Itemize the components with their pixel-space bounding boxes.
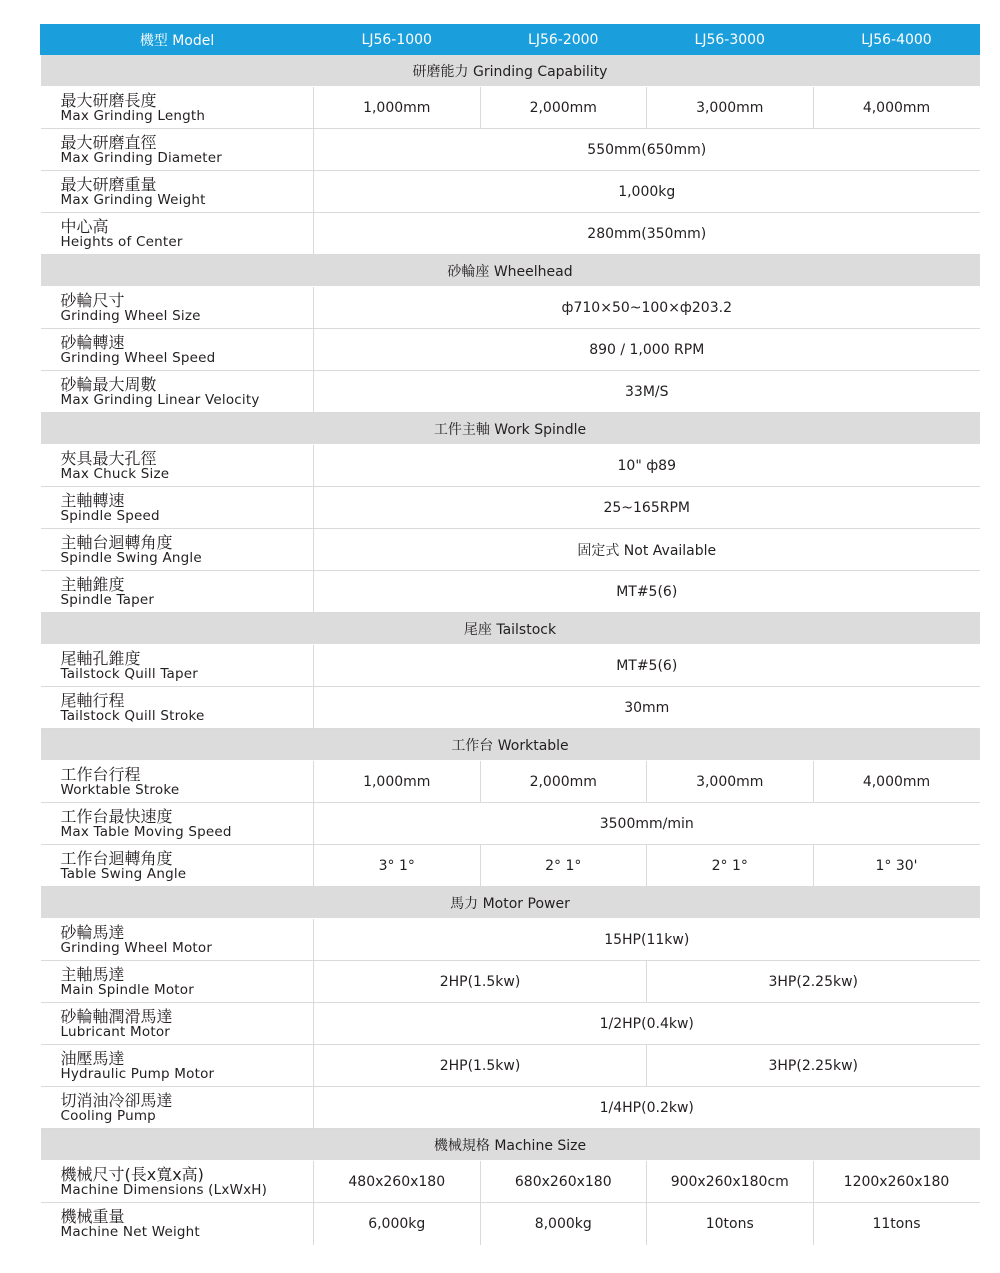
section-header — [41, 613, 980, 645]
spec-label — [41, 645, 314, 687]
spec-row — [41, 1203, 980, 1245]
spec-label — [41, 961, 314, 1003]
spec-label-en: Machine Dimensions (LxWxH) — [60, 1182, 268, 1198]
spec-row — [41, 1087, 980, 1129]
section-header — [41, 887, 980, 919]
spec-row — [41, 761, 980, 803]
spec-value: 10" ф89 — [314, 445, 980, 487]
spec-label-en: Table Swing Angle — [60, 866, 187, 882]
header-model-3: LJ56-3000 — [647, 24, 814, 55]
spec-value: 4,000mm — [813, 761, 980, 803]
spec-label-en: Spindle Speed — [60, 508, 160, 524]
spec-label-zh: 主軸錐度 — [60, 575, 125, 594]
spec-label-en: Lubricant Motor — [60, 1024, 171, 1040]
spec-label — [41, 845, 314, 887]
spec-value: 1,000mm — [314, 761, 481, 803]
spec-value: 680x260x180 — [480, 1161, 647, 1203]
spec-label-zh: 砂輪最大周數 — [60, 375, 157, 394]
spec-value: 3,000mm — [647, 87, 814, 129]
spec-label — [41, 171, 314, 213]
section-header — [41, 729, 980, 761]
spec-value: 3HP(2.25kw) — [647, 1045, 980, 1087]
spec-row — [41, 845, 980, 887]
spec-row — [41, 87, 980, 129]
spec-row — [41, 919, 980, 961]
spec-label — [41, 371, 314, 413]
spec-label-en: Grinding Wheel Motor — [60, 940, 213, 956]
spec-table — [40, 24, 980, 1245]
spec-value: 2° 1° — [480, 845, 647, 887]
spec-label-en: Grinding Wheel Size — [60, 308, 201, 324]
spec-label-en: Max Grinding Linear Velocity — [60, 392, 260, 408]
spec-value: 1200x260x180 — [813, 1161, 980, 1203]
spec-value: 280mm(350mm) — [314, 213, 980, 255]
section-title: 研磨能力 Grinding Capability — [41, 55, 980, 87]
spec-value: 固定式 Not Available — [314, 529, 980, 571]
spec-value: 890 / 1,000 RPM — [314, 329, 980, 371]
spec-value: 11tons — [813, 1203, 980, 1245]
spec-label-en: Max Grinding Weight — [60, 192, 206, 208]
spec-label-zh: 最大研磨直徑 — [60, 133, 157, 152]
spec-label-zh: 最大研磨長度 — [60, 91, 157, 110]
spec-table-container — [40, 24, 979, 1245]
spec-label-en: Main Spindle Motor — [60, 982, 194, 998]
spec-body — [41, 55, 980, 1245]
section-header — [41, 1129, 980, 1161]
section-header — [41, 55, 980, 87]
spec-label-zh: 夾具最大孔徑 — [60, 449, 157, 468]
spec-label — [41, 213, 314, 255]
spec-label-zh: 尾軸行程 — [60, 691, 125, 710]
spec-label — [41, 761, 314, 803]
spec-value: 2,000mm — [480, 87, 647, 129]
header-model-4: LJ56-4000 — [813, 24, 980, 55]
spec-row — [41, 645, 980, 687]
spec-label-zh: 主軸轉速 — [60, 491, 125, 510]
spec-row — [41, 171, 980, 213]
spec-label — [41, 803, 314, 845]
spec-value: 1/2HP(0.4kw) — [314, 1003, 980, 1045]
spec-label-en: Machine Net Weight — [60, 1224, 200, 1241]
spec-label — [41, 87, 314, 129]
spec-value: 480x260x180 — [314, 1161, 481, 1203]
spec-label-en: Max Grinding Length — [60, 108, 206, 124]
spec-label-zh: 最大研磨重量 — [60, 175, 157, 194]
spec-label — [41, 287, 314, 329]
spec-value: 2° 1° — [647, 845, 814, 887]
spec-row — [41, 1045, 980, 1087]
spec-value: 4,000mm — [813, 87, 980, 129]
section-title: 尾座 Tailstock — [41, 613, 980, 645]
spec-label — [41, 687, 314, 729]
spec-value: 25~165RPM — [314, 487, 980, 529]
spec-value: 2,000mm — [480, 761, 647, 803]
spec-value: 8,000kg — [480, 1203, 647, 1245]
spec-label-zh: 主軸馬達 — [60, 965, 125, 984]
spec-row — [41, 213, 980, 255]
spec-value: 900x260x180cm — [647, 1161, 814, 1203]
spec-label — [41, 1045, 314, 1087]
section-title: 砂輪座 Wheelhead — [41, 255, 980, 287]
spec-label — [41, 919, 314, 961]
spec-row — [41, 129, 980, 171]
spec-label-en: Grinding Wheel Speed — [60, 350, 216, 366]
spec-label — [41, 445, 314, 487]
header-model-2: LJ56-2000 — [480, 24, 647, 55]
section-title: 工作台 Worktable — [41, 729, 980, 761]
spec-label-en: Max Grinding Diameter — [60, 150, 222, 166]
spec-row — [41, 687, 980, 729]
spec-value: ф710×50~100×ф203.2 — [314, 287, 980, 329]
spec-row — [41, 445, 980, 487]
spec-row — [41, 529, 980, 571]
spec-value: 550mm(650mm) — [314, 129, 980, 171]
spec-label-zh: 機械尺寸(長x寬x高) — [60, 1165, 204, 1184]
spec-value: MT#5(6) — [314, 645, 980, 687]
spec-value: 1/4HP(0.2kw) — [314, 1087, 980, 1129]
spec-row — [41, 571, 980, 613]
spec-label-zh: 切消油冷卻馬達 — [60, 1091, 173, 1110]
spec-value: 10tons — [647, 1203, 814, 1245]
spec-value: 3HP(2.25kw) — [647, 961, 980, 1003]
spec-label — [41, 529, 314, 571]
spec-value: 1,000mm — [314, 87, 481, 129]
spec-label-zh: 中心高 — [60, 217, 109, 236]
spec-value: 3° 1° — [314, 845, 481, 887]
spec-label-zh: 砂輪軸潤滑馬達 — [60, 1007, 173, 1026]
spec-label — [41, 129, 314, 171]
spec-row — [41, 1161, 980, 1203]
spec-label-zh: 油壓馬達 — [60, 1049, 125, 1068]
spec-label-zh: 尾軸孔錐度 — [60, 649, 141, 668]
spec-label-en: Max Chuck Size — [60, 466, 170, 482]
section-header — [41, 255, 980, 287]
spec-value: 30mm — [314, 687, 980, 729]
spec-label-en: Spindle Taper — [60, 592, 155, 608]
spec-label-zh: 機械重量 — [60, 1207, 125, 1227]
spec-row — [41, 961, 980, 1003]
spec-row — [41, 803, 980, 845]
section-title: 機械規格 Machine Size — [41, 1129, 980, 1161]
spec-label-zh: 砂輪馬達 — [60, 923, 125, 942]
header-model-1: LJ56-1000 — [314, 24, 481, 55]
header-model: 機型 Model — [41, 24, 314, 55]
section-title: 工件主軸 Work Spindle — [41, 413, 980, 445]
spec-row — [41, 1003, 980, 1045]
spec-label-en: Spindle Swing Angle — [60, 550, 202, 566]
spec-label-en: Tailstock Quill Taper — [60, 666, 199, 682]
spec-value: 2HP(1.5kw) — [314, 1045, 647, 1087]
header-row — [41, 24, 980, 55]
spec-value: 3500mm/min — [314, 803, 980, 845]
spec-label-en: Hydraulic Pump Motor — [60, 1066, 215, 1082]
spec-row — [41, 371, 980, 413]
spec-label — [41, 1161, 314, 1203]
spec-label-zh: 工作台迴轉角度 — [60, 849, 173, 868]
spec-label-en: Max Table Moving Speed — [60, 824, 232, 840]
spec-row — [41, 287, 980, 329]
spec-label — [41, 329, 314, 371]
spec-value: 2HP(1.5kw) — [314, 961, 647, 1003]
spec-label — [41, 1087, 314, 1129]
spec-label-zh: 工作台最快速度 — [60, 807, 173, 826]
spec-row — [41, 329, 980, 371]
spec-label-zh: 砂輪轉速 — [60, 333, 125, 352]
spec-label-zh: 砂輪尺寸 — [60, 291, 125, 310]
spec-label-zh: 工作台行程 — [60, 765, 141, 784]
spec-label-en: Heights of Center — [60, 234, 183, 250]
spec-label — [41, 1203, 314, 1245]
spec-value: 1° 30' — [813, 845, 980, 887]
spec-label-en: Cooling Pump — [60, 1108, 156, 1124]
spec-label — [41, 487, 314, 529]
spec-value: 1,000kg — [314, 171, 980, 213]
section-header — [41, 413, 980, 445]
spec-value: 3,000mm — [647, 761, 814, 803]
spec-label — [41, 571, 314, 613]
spec-label-zh: 主軸台迴轉角度 — [60, 533, 173, 552]
section-title: 馬力 Motor Power — [41, 887, 980, 919]
spec-value: MT#5(6) — [314, 571, 980, 613]
spec-value: 15HP(11kw) — [314, 919, 980, 961]
spec-label-en: Tailstock Quill Stroke — [60, 708, 205, 724]
spec-label — [41, 1003, 314, 1045]
spec-value: 33M/S — [314, 371, 980, 413]
spec-label-en: Worktable Stroke — [60, 782, 180, 798]
spec-row — [41, 487, 980, 529]
spec-value: 6,000kg — [314, 1203, 481, 1245]
